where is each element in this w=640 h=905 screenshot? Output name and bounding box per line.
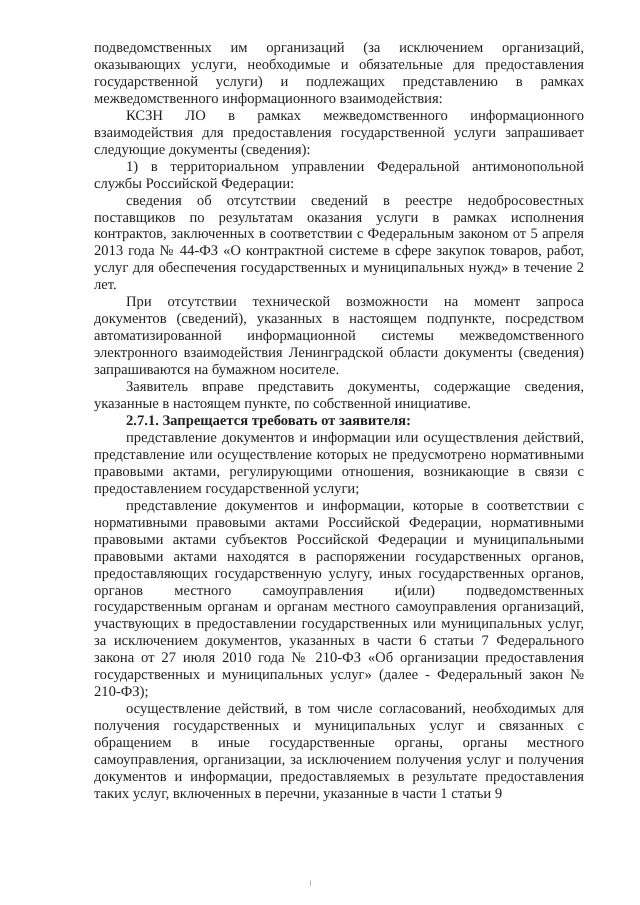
scan-mark [310,880,311,886]
paragraph-registry-info: сведения об отсутствии сведений в реестре недобросовестных поставщиков по результатам оказания услуги в рамках исполнения контрактов, заключенных в соответствии с Федеральным законом от 5 апреля 2013 года № 44-ФЗ «О контрактной системе в сфере закупок товаров, работ, услуг для обеспечения государственных и муниципальных нужд» в течение 2 лет. [94,192,584,294]
document-page [94,40,584,803]
paragraph-intro-continuation: подведомственных им организаций (за исключением организаций, оказывающих услуги, необходимые и обязательные для предоставления государственной услуги) и подлежащих представлению в рамках межведомственного информационного взаимодействия: [94,40,584,107]
section-heading-2-7-1: 2.7.1. Запрещается требовать от заявителя: [126,412,411,429]
paragraph-kszn-request: КСЗН ЛО в рамках межведомственного информационного взаимодействия для предоставления государственной услуги запрашивает следующие документы (сведения): [94,107,584,158]
paragraph-fas-item: 1) в территориальном управлении Федеральной антимонопольной службы Российской Федерации: [94,158,584,192]
paragraph-prohibition-3: осуществление действий, в том числе согласований, необходимых для получения государственных и муниципальных услуг и связанных с обращением в иные государственные органы, органы местного самоуправления, организации, за исключением получения услуг и получения документов и информации, предоставляемых в результате предоставления таких услуг, включенных в перечни, указанные в части 1 статьи 9 [94,701,584,802]
paragraph-prohibition-2: представление документов и информации, которые в соответствии с нормативными правовыми актами Российской Федерации, нормативными правовыми актами субъектов Российской Федерации и муниципальными правовыми актами находятся в распоряжении государственных органов, предоставляющих государственную услугу, иных государственных органов, органов местного самоуправления и(или) подведомственных государственным органам и органам местного самоуправления организаций, участвующих в предоставлении государственных или муниципальных услуг, за исключением документов, указанных в части 6 статьи 7 Федерального закона от 27 июля 2010 года № 210-ФЗ «Об организации предоставления государственных и муниципальных услуг» (далее - Федеральный закон № 210-ФЗ); [94,497,584,701]
paragraph-paper-request: При отсутствии технической возможности на момент запроса документов (сведений), указанных в настоящем подпункте, посредством автоматизированной информационной системы межведомственного электронного взаимодействия Ленинградской области документы (сведения) запрашиваются на бумажном носителе. [94,294,584,379]
paragraph-prohibition-1: представление документов и информации или осуществления действий, представление или осуществление которых не предусмотрено нормативными правовыми актами, регулирующими отношения, возникающие в связи с предоставлением государственной услуги; [94,429,584,497]
paragraph-applicant-right: Заявитель вправе представить документы, содержащие сведения, указанные в настоящем пункте, по собственной инициативе. [94,379,584,413]
